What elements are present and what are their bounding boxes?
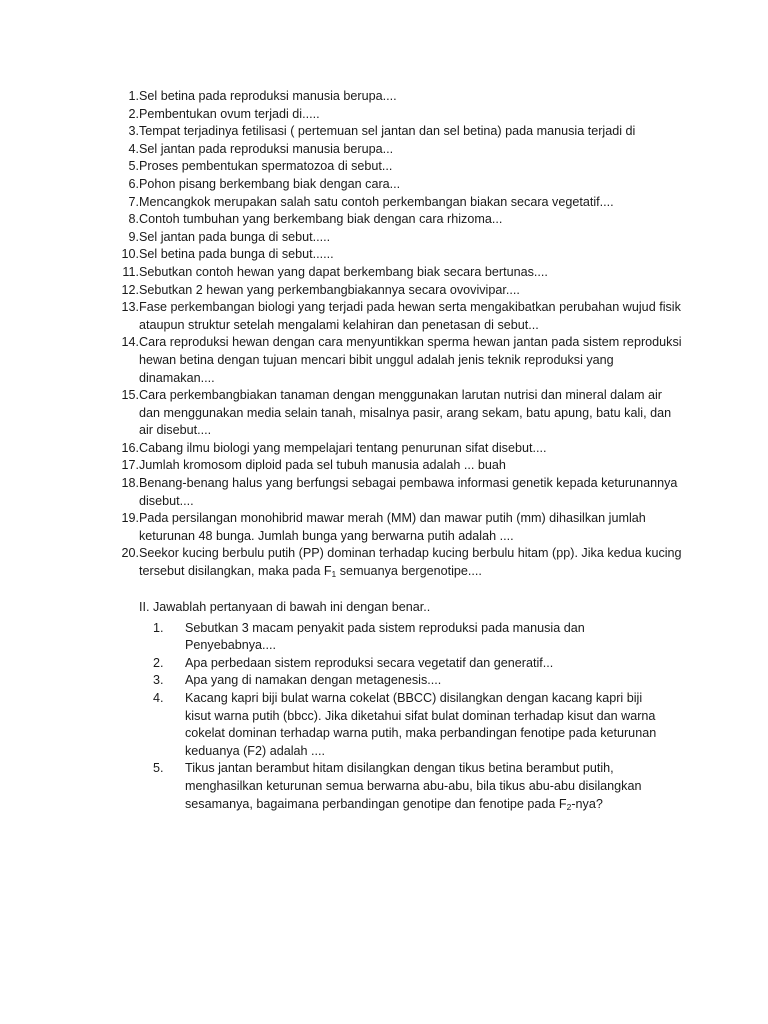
question-text: Mencangkok merupakan salah satu contoh perkembangan biakan secara vegetatif.... xyxy=(139,194,614,209)
essay-question-number: 2. xyxy=(153,655,164,670)
question-item xyxy=(108,387,683,440)
question-text: Sel jantan pada bunga di sebut..... xyxy=(139,229,331,244)
question-number: 19. xyxy=(121,511,139,526)
question-item xyxy=(108,229,683,247)
essay-question-number: 3. xyxy=(153,673,164,688)
question-text: Tempat terjadinya fetilisasi ( pertemuan sel jantan dan sel betina) pada manusia terjadi di xyxy=(139,124,636,139)
essay-question-number: 5. xyxy=(153,761,164,776)
question-text: Cara perkembangbiakan tanaman dengan menggunakan larutan nutrisi dan mineral dalam air dan menggunakan media selain tanah, misalnya pasir, arang sekam, batu apung, batu kali, dan air disebut.... xyxy=(139,388,672,438)
question-text: Fase perkembangan biologi yang terjadi pada hewan serta mengakibatkan perubahan wujud fisik ataupun struktur setelah mengalami kelahiran dan penetasan di sebut... xyxy=(139,300,681,332)
question-text: Sel jantan pada reproduksi manusia berupa... xyxy=(139,141,394,156)
essay-question-number: 4. xyxy=(153,690,164,705)
question-number: 5. xyxy=(128,159,139,174)
question-number: 1. xyxy=(128,89,139,103)
question-item xyxy=(108,475,683,510)
question-item xyxy=(108,440,683,458)
question-text: Benang-benang halus yang berfungsi sebagai pembawa informasi genetik kepada keturunannya disebut.... xyxy=(139,476,678,508)
question-number: 2. xyxy=(128,106,139,121)
question-item xyxy=(108,88,683,106)
question-text: Pembentukan ovum terjadi di..... xyxy=(139,106,320,121)
question-number: 20. xyxy=(121,546,139,561)
question-item xyxy=(108,334,683,387)
question-text: Sebutkan 2 hewan yang perkembangbiakannya secara ovovivipar.... xyxy=(139,282,520,297)
question-item xyxy=(108,282,683,300)
question-text: Proses pembentukan spermatozoa di sebut... xyxy=(139,159,393,174)
question-item xyxy=(108,246,683,264)
question-number: 13. xyxy=(121,300,139,315)
essay-question-text: Sebutkan 3 macam penyakit pada sistem reproduksi pada manusia dan Penyebabnya.... xyxy=(185,620,585,653)
question-text xyxy=(139,545,683,580)
question-item xyxy=(108,299,683,334)
essay-question-text: Apa perbedaan sistem reproduksi secara vegetatif dan generatif... xyxy=(185,655,554,670)
question-item xyxy=(108,194,683,212)
question-text-part: semuanya bergenotipe.... xyxy=(336,564,482,579)
question-text-part: Seekor kucing berbulu putih (PP) dominan terhadap kucing berbulu hitam (pp). Jika kedua kucing tersebut disilangkan, maka pada F xyxy=(139,546,682,579)
question-text: Contoh tumbuhan yang berkembang biak dengan cara rhizoma... xyxy=(139,212,503,227)
essay-question-item xyxy=(153,620,669,655)
question-number: 18. xyxy=(121,476,139,491)
question-number: 8. xyxy=(128,212,139,227)
question-item xyxy=(108,123,683,141)
question-number: 4. xyxy=(128,141,139,156)
essay-text-part: Tikus jantan berambut hitam disilangkan dengan tikus betina berambut putih, menghasilkan keturunan semua berwarna abu-abu, bila tikus abu-abu disilangkan sesamanya, bagaimana perbandingan genotipe dan fenotipe pada F xyxy=(185,761,642,811)
question-number: 11. xyxy=(122,264,139,279)
question-text: Pohon pisang berkembang biak dengan cara... xyxy=(139,176,401,191)
question-number: 17. xyxy=(121,458,139,473)
question-number: 3. xyxy=(128,124,139,139)
question-text: Sel betina pada reproduksi manusia berupa.... xyxy=(139,89,397,103)
question-text: Sebutkan contoh hewan yang dapat berkembang biak secara bertunas.... xyxy=(139,264,548,279)
question-number: 15. xyxy=(121,388,139,403)
subscript: 1 xyxy=(331,569,337,580)
essay-section xyxy=(139,599,669,813)
essay-text-part: -nya? xyxy=(571,796,603,811)
question-text: Pada persilangan monohibrid mawar merah (MM) dan mawar putih (mm) dihasilkan jumlah keturunan 48 bunga. Jumlah bunga yang berwarna putih adalah .... xyxy=(139,511,646,543)
essay-question-item xyxy=(153,690,669,760)
question-text: Jumlah kromosom diploid pada sel tubuh manusia adalah ... buah xyxy=(139,458,506,473)
question-item xyxy=(108,457,683,475)
question-item xyxy=(108,510,683,545)
question-number: 6. xyxy=(128,176,139,191)
question-item xyxy=(108,141,683,159)
question-text: Sel betina pada bunga di sebut...... xyxy=(139,247,334,262)
essay-question-text xyxy=(185,760,669,813)
question-number: 7. xyxy=(128,194,139,209)
question-item xyxy=(108,158,683,176)
question-number: 9. xyxy=(128,229,139,244)
essay-question-item xyxy=(153,760,669,813)
essay-question-text: Apa yang di namakan dengan metagenesis.... xyxy=(185,673,442,688)
section-title: II. Jawablah pertanyaan di bawah ini dengan benar.. xyxy=(139,600,431,614)
essay-question-item xyxy=(153,655,669,673)
essay-question-number: 1. xyxy=(153,620,164,635)
essay-question-text: Kacang kapri biji bulat warna cokelat (BBCC) disilangkan dengan kacang kapri biji kisut warna putih (bbcc). Jika diketahui sifat bulat dominan terhadap kisut dan warna cokelat dominan terhadap warna putih, maka perbandingan fenotipe pada keturunan keduanya (F2) adalah .... xyxy=(185,690,657,758)
essay-question-list xyxy=(139,620,669,814)
question-number: 14. xyxy=(121,335,139,350)
subscript: 2 xyxy=(566,801,572,812)
question-number: 10. xyxy=(121,247,139,262)
question-number: 16. xyxy=(121,440,139,455)
question-number: 12. xyxy=(121,282,139,297)
question-text: Cara reproduksi hewan dengan cara menyuntikkan sperma hewan jantan pada sistem reproduksi hewan betina dengan tujuan mencari bibit unggul adalah jenis teknik reproduksi yang dinamakan.... xyxy=(139,335,682,385)
question-item xyxy=(108,106,683,124)
question-item xyxy=(108,264,683,282)
question-list xyxy=(108,88,683,581)
question-item xyxy=(108,545,683,580)
question-item xyxy=(108,176,683,194)
question-item xyxy=(108,211,683,229)
question-text: Cabang ilmu biologi yang mempelajari tentang penurunan sifat disebut.... xyxy=(139,440,547,455)
essay-question-item xyxy=(153,672,669,690)
